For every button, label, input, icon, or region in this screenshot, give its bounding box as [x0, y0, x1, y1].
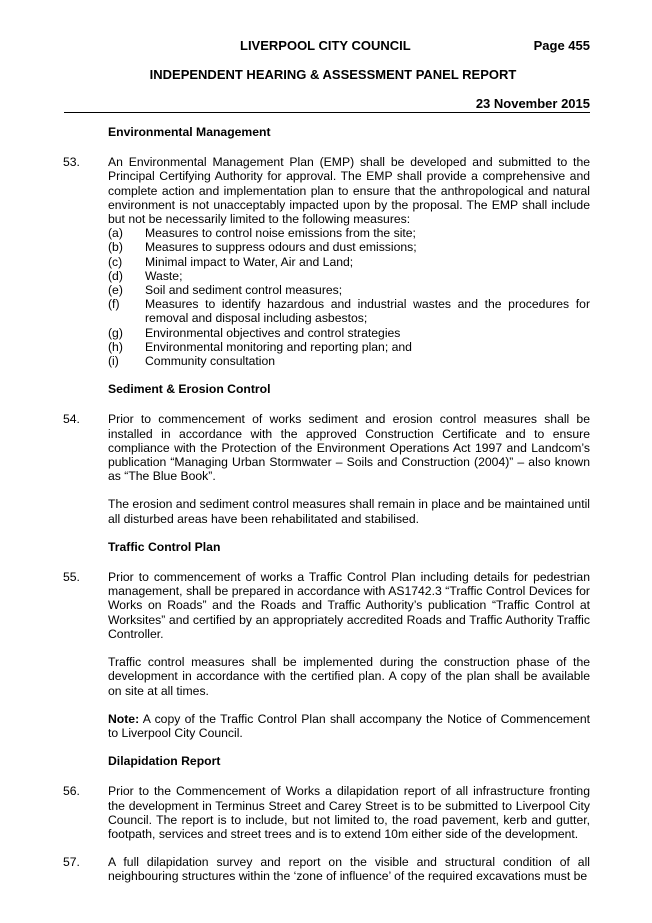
- section-heading-environmental: Environmental Management: [108, 125, 271, 139]
- list-item: (h) Environmental monitoring and reporting plan; and: [108, 339, 412, 354]
- condition-text: A full dilapidation survey and report on the visible and structural condition of all neighbouring structures within the ‘zone of influence’ of the required excavations must be: [108, 855, 590, 884]
- report-title: INDEPENDENT HEARING & ASSESSMENT PANEL REPORT: [149, 67, 517, 82]
- condition-number: 53.: [63, 155, 80, 170]
- council-name: LIVERPOOL CITY COUNCIL: [240, 38, 411, 53]
- note-text: A copy of the Traffic Control Plan shall accompany the Notice of Commencement to Liverpool City Council.: [108, 711, 590, 740]
- condition-text: An Environmental Management Plan (EMP) shall be developed and submitted to the Principal Certifying Authority for approval. The EMP shall provide a comprehensive and complete action and implementation plan to ensure that the anthropological and natural environment is not unacceptably impacted upon by the proposal. The EMP shall include but not be necessarily limited to the following measures:: [108, 155, 590, 227]
- list-item: (a) Measures to control noise emissions from the site;: [108, 226, 416, 241]
- condition-text: Prior to commencement of works a Traffic Control Plan including details for pedestrian management, shall be prepared in accordance with AS1742.3 “Traffic Control Devices for Works on Roads” and the Roads and Traffic Authority’s publication “Traffic Control at Worksites” and certified by an appropriately accredited Roads and Traffic Authority Traffic Controller.: [108, 570, 590, 641]
- condition-53: [63, 155, 590, 368]
- list-item: (f) Measures to identify hazardous and industrial wastes and the procedures for removal and disposal including asbestos;: [108, 297, 590, 326]
- note-label: Note:: [108, 711, 140, 726]
- condition-54: [63, 412, 590, 483]
- section-heading-dilapidation: Dilapidation Report: [108, 754, 221, 769]
- document-body: [63, 125, 590, 898]
- list-item: (g) Environmental objectives and control strategies: [108, 325, 401, 340]
- page-number: Page 455: [533, 38, 590, 53]
- condition-text: Prior to the Commencement of Works a dilapidation report of all infrastructure fronting the development in Terminus Street and Carey Street is to be submitted to Liverpool City Council. The report is to include, but not limited to, the road pavement, kerb and gutter, footpath, services and street trees and is to extend 10m either side of the development.: [108, 784, 590, 841]
- condition-text: Prior to commencement of works sediment and erosion control measures shall be installed in accordance with the approved Construction Certificate and to ensure compliance with the Protection of the Environment Operations Act 1997 and Landcom’s publication “Managing Urban Stormwater – Soils and Construction (2004)” – also known as “The Blue Book”.: [108, 412, 590, 484]
- list-item: (b) Measures to suppress odours and dust emissions;: [108, 240, 417, 255]
- condition-55: [63, 570, 590, 641]
- condition-57: [63, 855, 590, 883]
- section-heading-sediment: Sediment & Erosion Control: [108, 382, 271, 397]
- report-date: 23 November 2015: [475, 96, 590, 111]
- condition-text: Traffic control measures shall be implemented during the construction phase of the development in accordance with the certified plan. A copy of the plan shall be available on site at all times.: [108, 655, 590, 698]
- header-divider: [64, 112, 590, 113]
- section-heading-traffic: Traffic Control Plan: [108, 539, 221, 554]
- note-paragraph: [108, 712, 590, 740]
- condition-number: 54.: [63, 412, 80, 427]
- condition-number: 55.: [63, 570, 80, 585]
- condition-text: The erosion and sediment control measures shall remain in place and be maintained until all disturbed areas have been rehabilitated and stabilised.: [108, 497, 590, 526]
- condition-number: 56.: [63, 784, 80, 799]
- condition-56: [63, 784, 590, 841]
- list-item: (e) Soil and sediment control measures;: [108, 283, 343, 298]
- list-item: (c) Minimal impact to Water, Air and Land;: [108, 254, 354, 269]
- list-item: (d) Waste;: [108, 268, 183, 283]
- list-item: (i) Community consultation: [108, 354, 276, 369]
- condition-number: 57.: [63, 855, 80, 870]
- measures-list: [108, 226, 590, 368]
